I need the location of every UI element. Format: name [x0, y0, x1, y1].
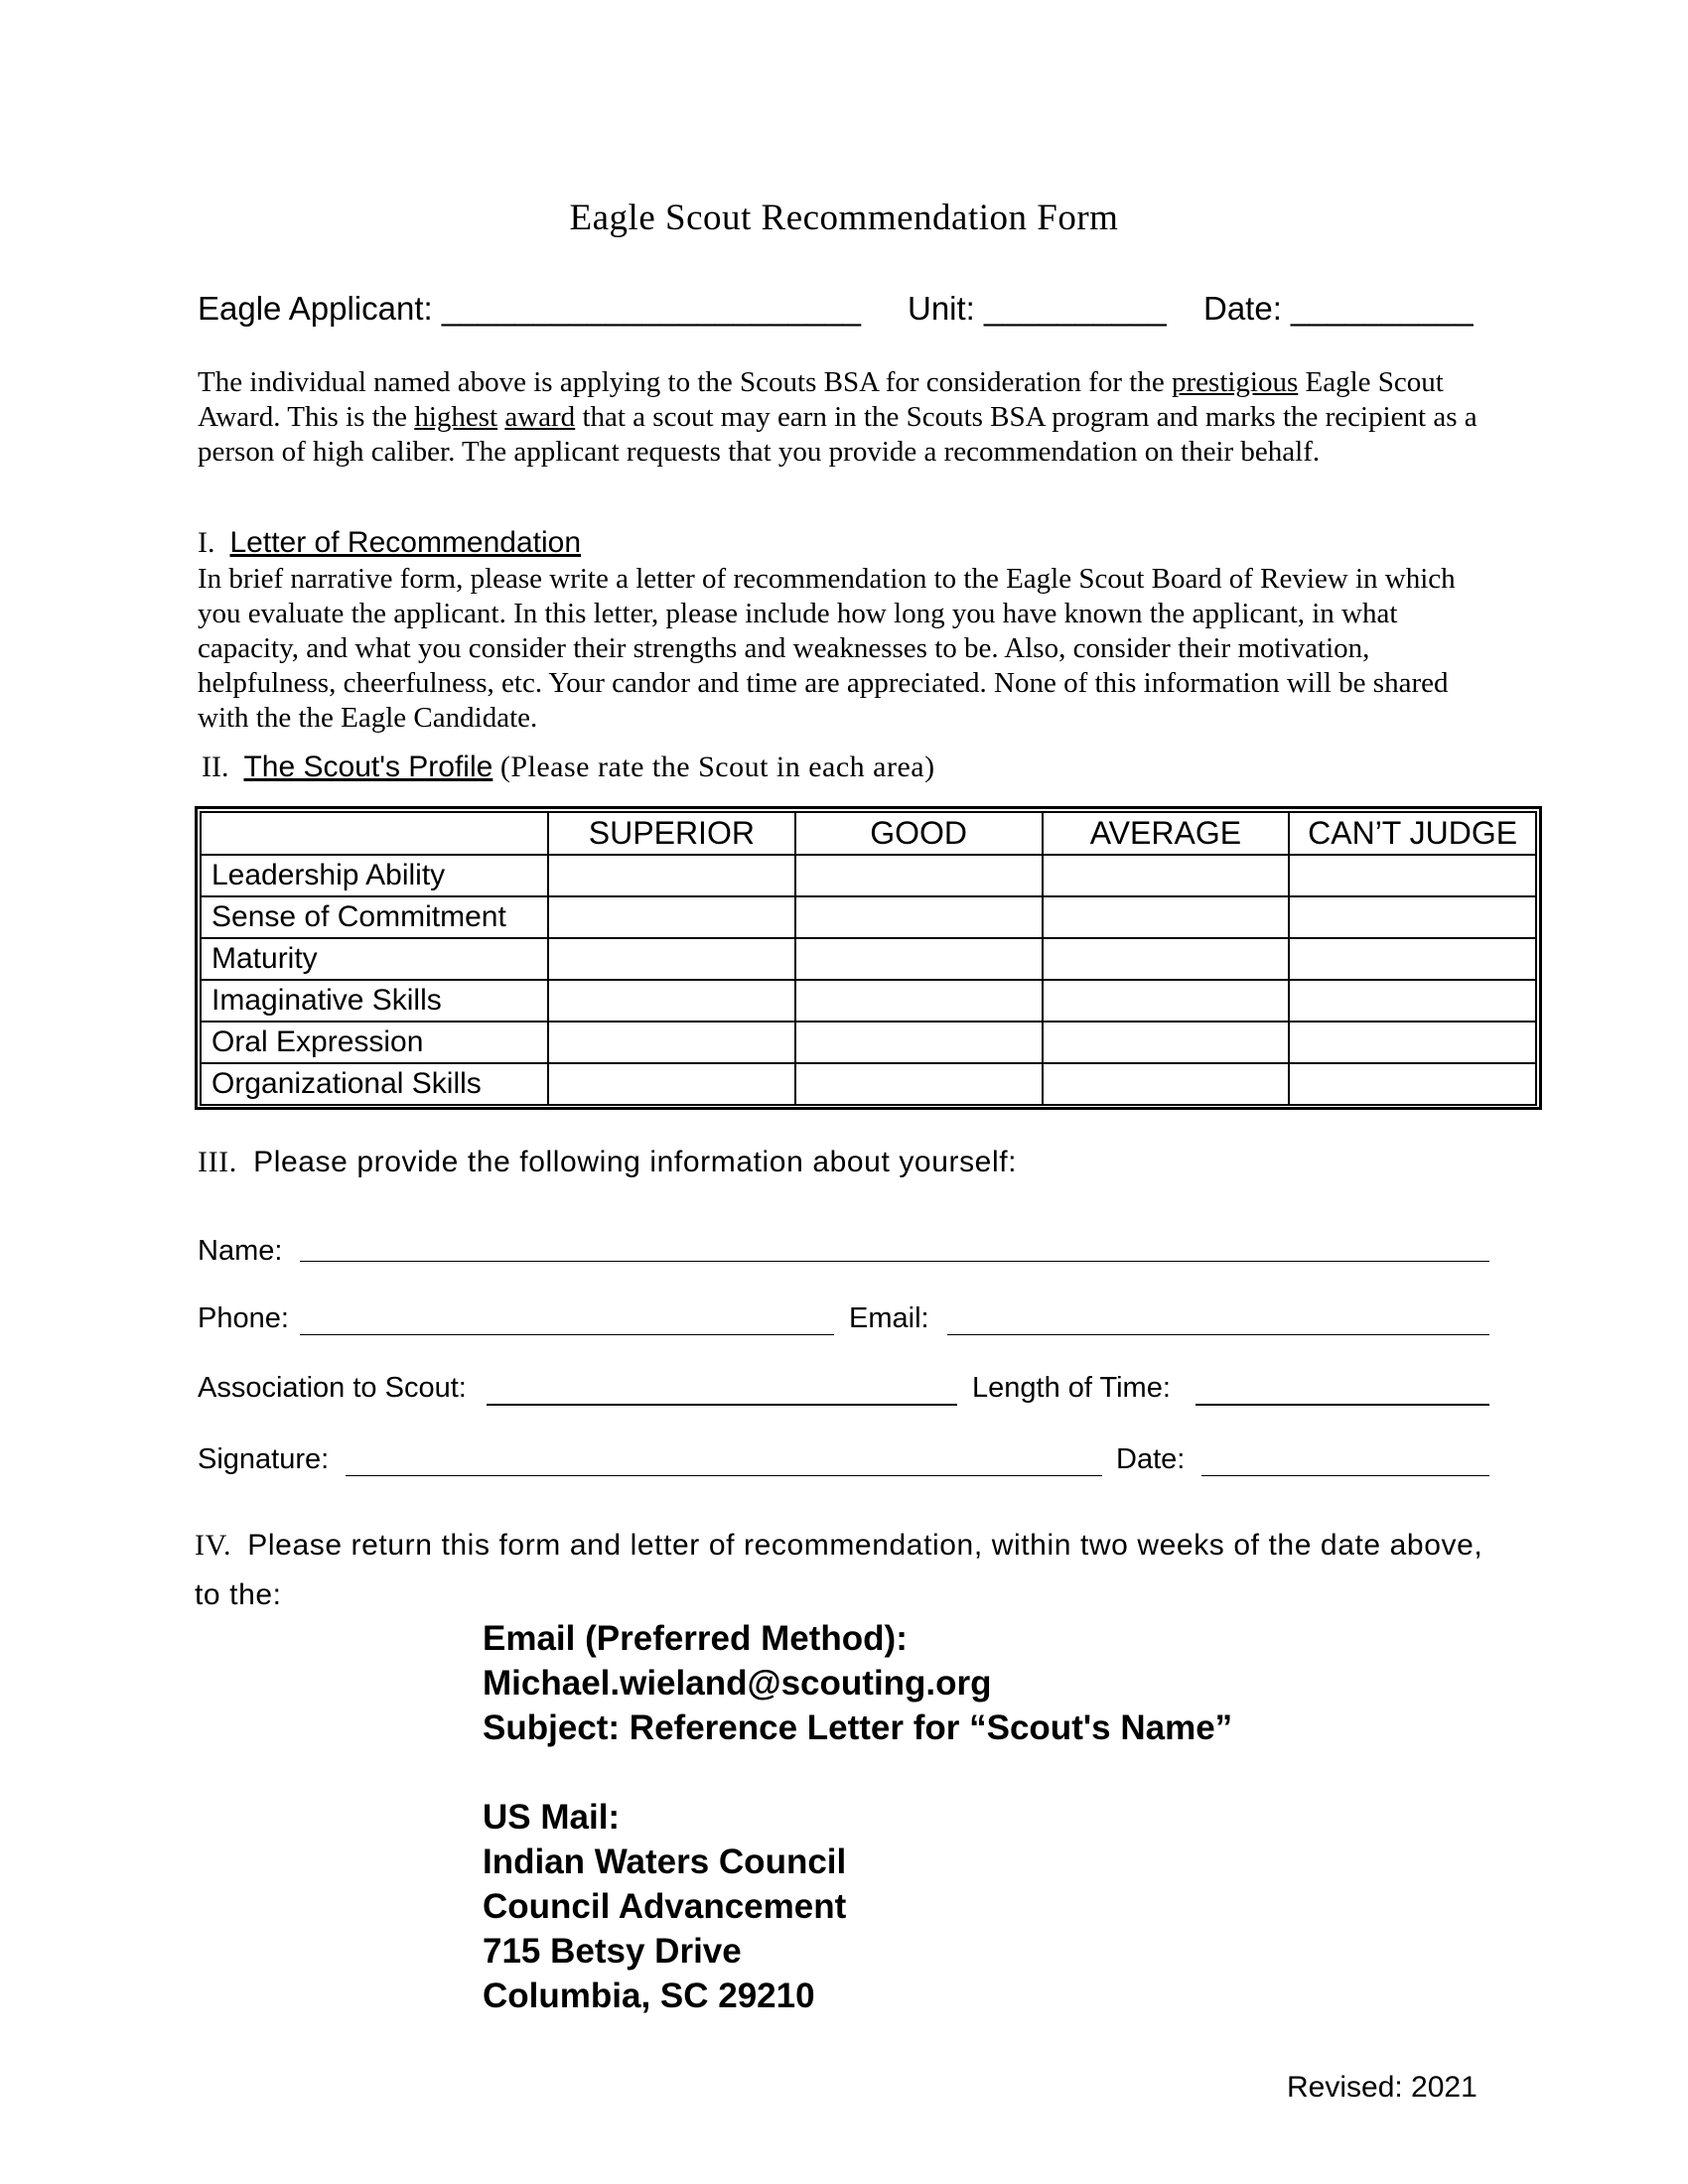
- header-date-field[interactable]: Date: __________: [1203, 290, 1474, 327]
- corner-cell: [201, 812, 548, 855]
- column-header-superior: SUPERIOR: [548, 812, 795, 855]
- email-input-line[interactable]: [947, 1334, 1489, 1335]
- phone-label: Phone:: [198, 1302, 289, 1334]
- table-row: [201, 980, 1536, 1022]
- column-header-average: AVERAGE: [1043, 812, 1290, 855]
- return-email-address[interactable]: Michael.wieland@scouting.org: [483, 1664, 992, 1703]
- column-header-cant-judge: CAN’T JUDGE: [1289, 812, 1536, 855]
- rating-cell[interactable]: [795, 1063, 1043, 1105]
- rating-cell[interactable]: [548, 938, 795, 980]
- section3-heading: III. Please provide the following information about yourself:: [198, 1146, 1018, 1178]
- row-label: Sense of Commitment: [201, 896, 548, 938]
- applicant-header: [198, 290, 1488, 330]
- email-label: Email:: [849, 1302, 929, 1334]
- rating-cell[interactable]: [795, 896, 1043, 938]
- highest-word: highest: [414, 401, 498, 433]
- row-label: Organizational Skills: [201, 1063, 548, 1105]
- email-subject: Subject: Reference Letter for “Scout's Name”: [483, 1708, 1233, 1747]
- rating-cell[interactable]: [795, 938, 1043, 980]
- column-header-good: GOOD: [795, 812, 1043, 855]
- table-row: [201, 1022, 1536, 1063]
- rating-cell[interactable]: [795, 1022, 1043, 1063]
- form-title: Eagle Scout Recommendation Form: [569, 198, 1119, 238]
- row-label: Oral Expression: [201, 1022, 548, 1063]
- length-of-time-label: Length of Time:: [972, 1372, 1171, 1404]
- length-of-time-input-line[interactable]: [1196, 1404, 1489, 1406]
- table-row: [201, 855, 1536, 896]
- table-row: [201, 896, 1536, 938]
- rating-cell[interactable]: [1289, 1063, 1536, 1105]
- rating-cell[interactable]: [1043, 896, 1290, 938]
- section1-heading: I. Letter of Recommendation: [198, 526, 582, 559]
- row-label: Maturity: [201, 938, 548, 980]
- rating-cell[interactable]: [548, 896, 795, 938]
- rating-cell[interactable]: [1043, 1022, 1290, 1063]
- street-address: 715 Betsy Drive: [483, 1932, 742, 1971]
- rating-cell[interactable]: [795, 855, 1043, 896]
- rating-cell[interactable]: [1043, 855, 1290, 896]
- return-address-block: [483, 1616, 1232, 2018]
- rating-cell[interactable]: [548, 1022, 795, 1063]
- rating-cell[interactable]: [1289, 938, 1536, 980]
- row-label: Leadership Ability: [201, 855, 548, 896]
- rating-cell[interactable]: [1043, 980, 1290, 1022]
- unit-field[interactable]: Unit: __________: [908, 290, 1167, 327]
- signature-date-input-line[interactable]: [1201, 1475, 1489, 1476]
- table-row: [201, 938, 1536, 980]
- rating-cell[interactable]: [1043, 1063, 1290, 1105]
- spacer: [483, 1750, 1232, 1795]
- section2-heading: II. The Scout's Profile (Please rate the Scout in each area): [202, 751, 935, 783]
- rating-cell[interactable]: [548, 980, 795, 1022]
- row-label: Imaginative Skills: [201, 980, 548, 1022]
- eagle-applicant-field[interactable]: Eagle Applicant: _______________________: [198, 290, 861, 327]
- prestigious-word: prestigious: [1172, 366, 1299, 398]
- table-row: [201, 1063, 1536, 1105]
- intro-paragraph: The individual named above is applying to the Scouts BSA for consideration for the prestigious Eagle Scout Award. This is the highest award that a scout may earn in the Scouts BSA program and marks the recipient as a person of high caliber. The applicant requests that you provide a recommendation on their behalf.: [198, 366, 1477, 468]
- city-state-zip: Columbia, SC 29210: [483, 1977, 815, 2015]
- section4-text: IV. Please return this form and letter of recommendation, within two weeks of the date above, to the:: [195, 1529, 1483, 1611]
- association-input-line[interactable]: [487, 1404, 957, 1406]
- council-department: Council Advancement: [483, 1887, 847, 1926]
- revised-note: Revised: 2021: [1287, 2071, 1477, 2104]
- phone-input-line[interactable]: [300, 1334, 834, 1335]
- rating-cell[interactable]: [1043, 938, 1290, 980]
- mail-method-heading: US Mail:: [483, 1798, 621, 1837]
- signature-date-label: Date:: [1116, 1443, 1186, 1475]
- rating-cell[interactable]: [548, 855, 795, 896]
- rating-cell[interactable]: [1289, 855, 1536, 896]
- association-label: Association to Scout:: [198, 1372, 467, 1404]
- scout-profile-table: [195, 806, 1542, 1110]
- table-header-row: [201, 812, 1536, 855]
- section1-body: In brief narrative form, please write a letter of recommendation to the Eagle Scout Board of Review in which you evaluate the applicant. In this letter, please include how long you have known the applicant, in what capacity, and what you consider their strengths and weaknesses to be. Also, consider their motivation, helpfulness, cheerfulness, etc. Your candor and time are appreciated. None of this information will be shared with the the Eagle Candidate.: [198, 563, 1456, 734]
- rating-cell[interactable]: [548, 1063, 795, 1105]
- name-label: Name:: [198, 1235, 283, 1267]
- award-word: award: [504, 401, 576, 433]
- name-input-line[interactable]: [300, 1261, 1489, 1262]
- rating-cell[interactable]: [1289, 980, 1536, 1022]
- email-method-heading: Email (Preferred Method):: [483, 1619, 908, 1658]
- rating-cell[interactable]: [1289, 896, 1536, 938]
- signature-input-line[interactable]: [346, 1475, 1102, 1476]
- rating-cell[interactable]: [795, 980, 1043, 1022]
- rating-cell[interactable]: [1289, 1022, 1536, 1063]
- council-name: Indian Waters Council: [483, 1843, 847, 1881]
- signature-label: Signature:: [198, 1443, 330, 1475]
